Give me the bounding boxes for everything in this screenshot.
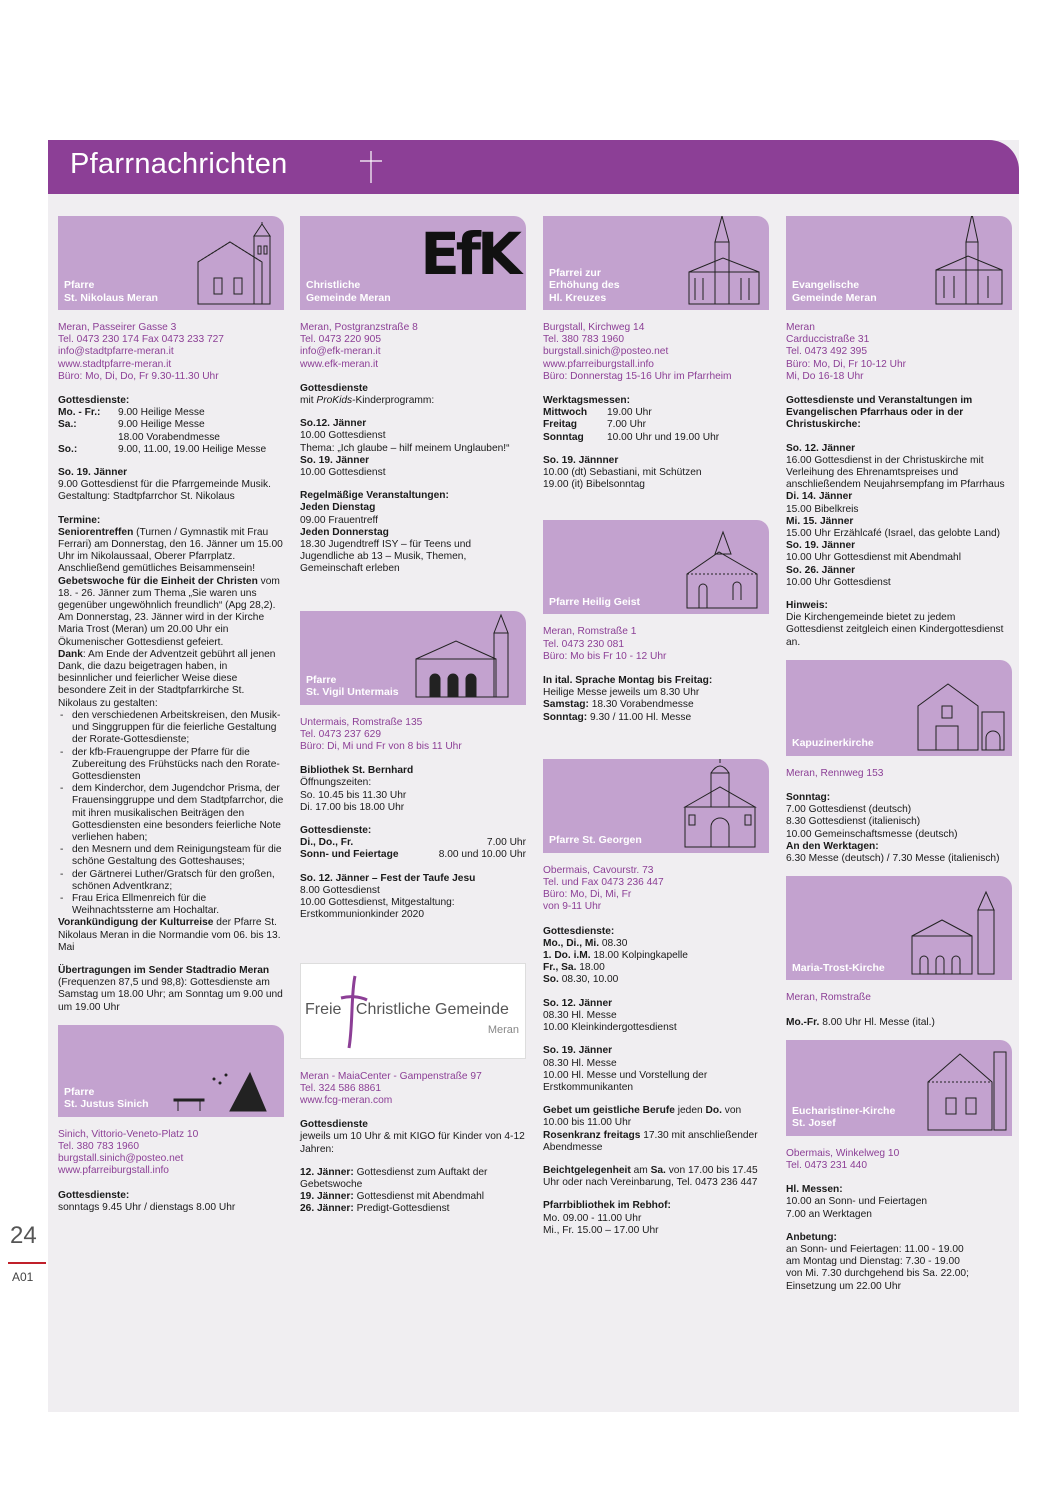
radio-text: (Frequenzen 87,5 und 98,8): Gottesdienste am Samstag um 18.00 Uhr; am Sonntag um 9.00 und um 19.00 Uhr	[58, 977, 283, 1013]
card-title-line: Erhöhung des	[549, 279, 620, 291]
service-time: 8.00 und 10.00 Uhr	[438, 849, 526, 861]
term-title: Sa.	[650, 1164, 666, 1176]
address: Meran, Passeirer Gasse 3	[58, 322, 177, 333]
term-text: vom 18. - 26. Jänner zum Thema „Sie waren uns gegenüber ungewöhnlich freundlich“ (Apg 28,2). Am Donnerstag, 23. Jänner wird in der Kirche Maria Trost (Meran) um 20.00 Uhr ein Ökumenischer Gottesdienst gefeiert.	[58, 575, 280, 648]
event-text: 19.00 (it) Bibelsonntag	[543, 479, 645, 491]
card-st-justus	[58, 1025, 284, 1117]
email-link[interactable]: info@stadtpfarre-meran.it	[58, 346, 174, 358]
service-day: Mittwoch	[543, 407, 588, 419]
service-day: Mo., Di., Mi.	[543, 937, 600, 949]
library-text: Mo. 09.00 - 11.00 Uhr	[543, 1212, 642, 1224]
service-text: 8.00 Uhr Hl. Messe (ital.)	[819, 1016, 935, 1028]
event-text: 10.00 (dt) Sebastiani, mit Schützen	[543, 467, 702, 479]
website-link[interactable]: www.fcg-meran.com	[300, 1094, 393, 1106]
event-date: So. 12. Jänner	[543, 997, 613, 1009]
phone: Tel. 324 586 8861	[300, 1082, 382, 1094]
term-title: Seniorentreffen	[58, 526, 134, 538]
address: Meran, Postgranzstraße 8	[300, 322, 418, 333]
office-hours: Büro: Mo, Di, Fr 10-12 Uhr	[786, 358, 907, 370]
section-heading: Hinweis:	[786, 600, 828, 612]
church-illustration	[932, 216, 1008, 306]
service-text: an Sonn- und Feiertagen: 11.00 - 19.00	[786, 1243, 964, 1255]
event-text: 8.00 Gottesdienst	[300, 884, 380, 896]
radio-section	[58, 965, 284, 1014]
contact-block	[543, 626, 769, 663]
card-title-line: Eucharistiner-Kirche	[792, 1104, 896, 1117]
website-link[interactable]: www.efk-meran.it	[300, 358, 379, 370]
service-day: Fr., Sa.	[543, 962, 577, 974]
service-day: 1. Do. i.M.	[543, 950, 591, 962]
service-text: 7.00 Gottesdienst (deutsch)	[786, 804, 912, 816]
term-title: Gebetswoche für die Einheit der Christen	[58, 575, 258, 587]
column-4	[786, 216, 1012, 1304]
section-heading: Hl. Messen:	[786, 1184, 843, 1196]
note-text: Die Kirchengemeinde bietet zu jedem Gottesdienst zeitgleich einen Kindergottesdienst an.	[786, 612, 1004, 648]
service-day	[58, 432, 118, 444]
phone: Tel. 380 783 1960	[58, 1140, 140, 1152]
section-heading: Werktagsmessen:	[543, 395, 631, 407]
event-date: So. 12. Jänner – Fest der Taufe Jesu	[300, 872, 476, 884]
list-item: - der kfb-Frauengruppe der Pfarre für die Zubereitung des Frühstücks nach den Rorate-Gottesdiensten	[58, 747, 284, 784]
confession-section	[543, 1165, 769, 1189]
event-text: Gottesdienst mit Abendmahl	[353, 1191, 485, 1203]
card-title-line: Hl. Kreuzes	[549, 291, 607, 304]
logo-text: Freie	[305, 1000, 342, 1018]
event-text: 10.00 Gottesdienst	[300, 430, 386, 442]
email-link[interactable]: info@efk-meran.it	[300, 346, 381, 358]
page-number: 24	[10, 1222, 37, 1249]
address: Burgstall, Kirchweg 14	[543, 322, 645, 333]
phone: Tel. 0473 230 174 Fax 0473 233 727	[58, 334, 224, 346]
term-title: Gebet um geistliche Berufe	[543, 1105, 675, 1117]
contact-block	[786, 992, 1012, 1004]
service-day: Mo.-Fr.	[786, 1016, 820, 1028]
services-section	[300, 825, 526, 862]
fcg-logo	[300, 963, 526, 1059]
event-date: So. 19. Jänner	[58, 467, 128, 479]
term-text: (Turnen / Gymnastik mit Frau Ferrari) am Donnerstag, den 16. Jänner um 15.00 Uhr im Nikolaussaal, Oberer Pfarrplatz. Anschließend gemütliches Beisammensein!	[58, 526, 283, 575]
address: Meran, Rennweg 153	[786, 767, 884, 779]
section-heading: Bibliothek St. Bernhard	[300, 765, 414, 777]
services-section	[58, 395, 284, 456]
service-day: So.:	[58, 443, 78, 455]
regular-events-section	[300, 490, 526, 575]
service-day: Sonntag	[543, 431, 584, 443]
section-heading: Gottesdienste und Veranstaltungen im Evangelischen Pfarrhaus oder in der Christuskirche:	[786, 395, 973, 431]
note-section	[786, 600, 1012, 649]
section-heading: Gottesdienste:	[300, 825, 372, 837]
cross-logo-icon	[339, 974, 369, 1050]
library-section	[543, 1200, 769, 1237]
event-date: Mi. 15. Jänner	[786, 515, 854, 527]
contact-block	[300, 322, 526, 371]
contact-block	[58, 322, 284, 383]
library-text: Öffnungszeiten:	[300, 777, 372, 789]
term-text: der Pfarre St. Nikolaus Meran in die Normandie vom 06. bis 13. Mai	[58, 917, 281, 953]
office-hours: Büro: Donnerstag 15-16 Uhr im Pfarrheim	[543, 370, 732, 382]
card-title-line: Maria-Trost-Kirche	[792, 961, 885, 974]
event-text: 18.30 Jugendtreff ISY – für Teens und Jugendliche ab 13 – Musik, Themen, Gemeinschaft erleben	[300, 539, 472, 575]
event-text: 16.00 Gottesdienst in der Christuskirche mit Verleihung des Ehrenamtspreises und anschließendem Neujahrsempfang im Pfarrhaus	[786, 454, 1005, 491]
prayer-section	[543, 1105, 769, 1154]
card-evangelisch	[786, 216, 1012, 310]
email-link[interactable]: burgstall.sinich@posteo.net	[58, 1153, 184, 1165]
card-st-nikolaus	[58, 216, 284, 310]
section-header	[48, 140, 1019, 194]
event-text: 10.00 Kleinkindergottesdienst	[543, 1022, 677, 1034]
library-text: Mi., Fr. 15.00 – 17.00 Uhr	[543, 1224, 659, 1236]
contact-block	[300, 1071, 526, 1108]
service-time: 18.00	[576, 962, 605, 974]
section-heading: Gottesdienste	[300, 1119, 368, 1131]
card-title-line: Pfarrei zur	[549, 266, 601, 279]
event-text: Thema: „Ich glaube – hilf meinem Unglauben!“	[300, 442, 510, 454]
city: Meran	[786, 322, 815, 333]
term-text: jeden	[674, 1105, 706, 1117]
cross-icon	[358, 150, 384, 184]
address: Meran - MaiaCenter - Gampenstraße 97	[300, 1070, 482, 1082]
card-eucharistiner	[786, 1040, 1012, 1136]
section-heading: Gottesdienste:	[543, 925, 615, 937]
section-heading: Gottesdienste:	[58, 1189, 130, 1201]
phone: Tel. 0473 230 081	[543, 638, 625, 650]
term-text: von 17.00 bis 17.45 Uhr oder nach Vereinbarung, Tel. 0473 236 447	[543, 1164, 758, 1189]
term-text: von 10.00 bis 11.00 Uhr	[543, 1105, 742, 1129]
weekday-masses-section	[543, 395, 769, 444]
card-title-line: Evangelische	[792, 279, 860, 291]
section-heading: Anbetung:	[786, 1231, 837, 1243]
column-2	[300, 216, 526, 1227]
event-date: So. 19. Jänner	[543, 1045, 613, 1057]
event-text: Predigt-Gottesdienst	[353, 1203, 450, 1215]
event-section	[543, 455, 769, 492]
event-text: 10.00 Hl. Messe und Vorstellung der Erstkommunikanten	[543, 1069, 708, 1093]
term-text: : Am Ende der Adventzeit gebührt all jenen Dank, die dazu beigetragen haben, in besinnlicher und feierlicher Weise diese besondere Zeit in der Stadtpfarrkirche St. Nikolaus zu gestalten:	[58, 648, 276, 709]
card-maria-trost	[786, 876, 1012, 980]
section-heading: Gottesdienste	[300, 382, 368, 394]
event-text: 10.00 Uhr Gottesdienst	[786, 576, 891, 588]
website-link[interactable]: www.pfarreiburgstall.info	[543, 358, 654, 370]
email-link[interactable]: burgstall.sinich@posteo.net	[543, 346, 669, 358]
service-text: jeweils um 10 Uhr & mit KIGO für Kinder von 4-12 Jahren:	[300, 1131, 525, 1155]
address: Obermais, Cavourstr. 73	[543, 864, 654, 876]
service-text: 6.30 Messe (deutsch) / 7.30 Messe (italienisch)	[786, 853, 1000, 865]
term-title: Dank	[58, 648, 83, 660]
event-text: 08.30 Hl. Messe	[543, 1009, 617, 1021]
service-text: am Montag und Dienstag: 7.30 - 19.00	[786, 1256, 960, 1268]
card-title-line: St. Josef	[792, 1117, 836, 1130]
service-text: -Kinderprogramm:	[352, 395, 435, 407]
office-hours: Büro: Di, Mi und Fr von 8 bis 11 Uhr	[300, 741, 462, 753]
service-time: 7.00 Uhr	[607, 419, 647, 431]
services-section	[786, 792, 1012, 865]
section-heading: Sonntag:	[786, 792, 831, 804]
logo-subtext: Meran	[487, 1023, 519, 1036]
event-list	[786, 443, 1012, 589]
service-time: 10.00 Uhr und 19.00 Uhr	[607, 431, 720, 443]
service-text: mit	[300, 395, 317, 407]
page-title: Pfarrnachrichten	[70, 148, 288, 180]
termine-section	[58, 515, 284, 954]
event-text: 08.30 Hl. Messe	[543, 1057, 617, 1069]
logo-text: Christliche Gemeinde	[355, 1000, 509, 1018]
card-st-vigil	[300, 611, 526, 705]
card-hl-kreuz	[543, 216, 769, 310]
event-section	[58, 467, 284, 504]
card-kapuzinerkirche	[786, 660, 1012, 756]
card-title-line: Pfarre Heilig Geist	[549, 595, 641, 608]
service-day: Samstag:	[543, 699, 589, 711]
service-time: 08.30	[599, 937, 628, 949]
card-title-line: Pfarre	[64, 1085, 95, 1098]
service-text: 10.00 Gemeinschaftsmesse (deutsch)	[786, 828, 958, 840]
section-heading: Termine:	[58, 514, 101, 526]
service-text: Einsetzung um 22.00 Uhr	[786, 1280, 901, 1292]
contact-block	[300, 717, 526, 754]
service-day: So.	[543, 974, 559, 986]
term-title: Rosenkranz freitags	[543, 1129, 641, 1141]
service-time: 18.00 Kolpingkapelle	[590, 950, 688, 962]
event-date: So.12. Jänner	[300, 418, 367, 430]
service-text: sonntags 9.45 Uhr / dienstags 8.00 Uhr	[58, 1201, 236, 1213]
event-date: 26. Jänner:	[300, 1203, 354, 1215]
card-title-line: Gemeinde Meran	[792, 291, 877, 304]
list-item: - der Gärtnerei Luther/Gratsch für den großen, schönen Adventkranz;	[58, 869, 284, 893]
card-heilig-geist	[543, 520, 769, 614]
event-list	[300, 1167, 526, 1216]
event-text: Gottesdienst zum Auftakt der Gebetswoche	[300, 1166, 488, 1190]
service-day: Sa.:	[58, 419, 77, 431]
term-text: 17.30 mit anschließender Abendmesse	[543, 1129, 758, 1153]
list-item: - den verschiedenen Arbeitskreisen, den Musik- und Singgruppen für die feierliche Gestaltung der Rorate-Gottesdienste;	[58, 710, 284, 747]
section-heading: In ital. Sprache Montag bis Freitag:	[543, 675, 713, 687]
office-hours: von 9-11 Uhr	[543, 901, 602, 913]
section-heading: An den Werktagen:	[786, 840, 879, 852]
event-text: 10.00 Gottesdienst, Mitgestaltung: Erstkommunionkinder 2020	[300, 897, 455, 921]
service-time: 7.00 Uhr	[486, 837, 526, 849]
service-day: Sonn- und Feiertage	[300, 849, 399, 861]
event-text: 15.00 Uhr Erzählcafé (Israel, das gelobte Land)	[786, 528, 1001, 540]
page-number-rule	[8, 1262, 46, 1264]
services-section	[543, 926, 769, 987]
service-text: Heilige Messe jeweils um 8.30 Uhr	[543, 687, 700, 699]
office-hours: Büro: Mo bis Fr 10 - 12 Uhr	[543, 650, 667, 662]
phone: Tel. 0473 237 629	[300, 728, 382, 740]
service-day: Mo. - Fr.:	[58, 407, 101, 419]
service-day: Sonntag:	[543, 711, 588, 723]
service-text: von Mi. 7.30 durchgehend bis Sa. 22.00;	[786, 1268, 969, 1280]
address: Sinich, Vittorio-Veneto-Platz 10	[58, 1128, 199, 1140]
service-time: 9.00, 11.00, 19.00 Heilige Messe	[118, 443, 267, 455]
contact-block	[543, 865, 769, 914]
intro-section	[786, 395, 1012, 432]
event-date: So. 19. Jänner	[300, 454, 370, 466]
card-efk	[300, 216, 526, 310]
term-title: Do.	[705, 1105, 722, 1117]
phone: Tel. 0473 492 395	[786, 346, 868, 358]
event-date: So. 19. Jännner	[543, 454, 619, 466]
service-time: 9.00 Heilige Messe	[118, 407, 205, 419]
event-date: So. 19. Jänner	[786, 540, 856, 552]
address: Obermais, Winkelweg 10	[786, 1147, 900, 1159]
service-text: 7.00 an Werktagen	[786, 1208, 872, 1220]
thanks-list	[58, 710, 284, 917]
list-item: - dem Kinderchor, dem Jugendchor Prisma, der Frauensinggruppe und dem Stadtpfarrchor, die mit ihren musikalischen Beiträgen den Gottesdiensten eine besonders feierliche Note verliehen haben;	[58, 783, 284, 844]
page-code: A01	[12, 1270, 34, 1284]
event-date: Jeden Dienstag	[300, 502, 376, 514]
service-text: 9.30 / 11.00 Hl. Messe	[587, 711, 692, 723]
office-hours: Mi, Do 16-18 Uhr	[786, 370, 864, 382]
event-section	[300, 873, 526, 922]
contact-block	[543, 322, 769, 383]
address: Carduccistraße 31	[786, 334, 870, 346]
event-text: 9.00 Gottesdienst für die Pfarrgemeinde Musik. Gestaltung: Stadtpfarrchor St. Nikolaus	[58, 479, 271, 503]
service-time: 19.00 Uhr	[607, 407, 652, 419]
card-title-line: Pfarre	[64, 279, 95, 291]
website-link[interactable]: www.stadtpfarre-meran.it	[58, 358, 172, 370]
library-section	[300, 765, 526, 814]
efk-logo: EfK	[420, 220, 518, 288]
term-title: Beichtgelegenheit	[543, 1164, 631, 1176]
list-item: - den Mesnern und dem Reinigungsteam für die schöne Gestaltung des Gotteshauses;	[58, 844, 284, 868]
radio-title: Übertragungen im Sender Stadtradio Meran	[58, 964, 270, 976]
event-date: So. 26. Jänner	[786, 564, 856, 576]
italian-masses-section	[543, 675, 769, 724]
event-date: 19. Jänner:	[300, 1191, 354, 1203]
card-title-line: Christliche	[306, 279, 361, 291]
card-title-line: St. Nikolaus Meran	[64, 291, 158, 304]
event-text: 10.00 Uhr Gottesdienst mit Abendmahl	[786, 552, 961, 564]
column-3	[543, 216, 769, 1248]
event-date: Di. 14. Jänner	[786, 491, 853, 503]
address: Meran, Romstraße	[786, 992, 871, 1004]
event-date: 12. Jänner:	[300, 1166, 354, 1178]
service-text: 18.30 Vorabendmesse	[588, 699, 694, 711]
service-text: 10.00 an Sonn- und Feiertagen	[786, 1196, 928, 1208]
contact-block	[786, 768, 1012, 780]
services-section	[58, 1190, 284, 1214]
phone: Tel. und Fax 0473 236 447	[543, 877, 664, 889]
office-hours: Büro: Mo, Di, Do, Fr 9.30-11.30 Uhr	[58, 370, 219, 382]
event-text: 10.00 Gottesdienst	[300, 467, 386, 479]
website-link[interactable]: www.pfarreiburgstall.info	[58, 1165, 169, 1177]
card-title-line: St. Justus Sinich	[64, 1098, 149, 1111]
contact-block	[58, 1129, 284, 1178]
term-text: am	[630, 1164, 651, 1176]
library-text: Di. 17.00 bis 18.00 Uhr	[300, 801, 405, 813]
service-time: 08.30, 10.00	[558, 974, 619, 986]
card-title-line: Gemeinde Meran	[306, 291, 391, 304]
phone: Tel. 380 783 1960	[543, 334, 625, 346]
service-text: 8.30 Gottesdienst (italienisch)	[786, 816, 921, 828]
column-1	[58, 216, 284, 1225]
card-st-georgen	[543, 759, 769, 853]
event-section	[543, 998, 769, 1035]
services-section	[786, 1017, 1012, 1029]
services-section	[300, 1119, 526, 1156]
prokids-label: ProKids	[316, 395, 353, 407]
list-item: - Frau Erica Ellmenreich für die Weihnachtssterne am Hochaltar.	[58, 893, 284, 917]
phone: Tel. 0473 231 440	[786, 1159, 868, 1171]
phone: Tel. 0473 220 905	[300, 334, 382, 346]
section-heading: Pfarrbibliothek im Rebhof:	[543, 1200, 671, 1212]
services-section	[786, 1184, 1012, 1221]
event-text: 15.00 Bibelkreis	[786, 503, 859, 515]
card-title-line: Pfarre St. Georgen	[549, 834, 642, 847]
section-heading: Regelmäßige Veranstaltungen:	[300, 490, 449, 502]
service-day: Di., Do., Fr.	[300, 837, 354, 849]
service-time: 18.00 Vorabendmesse	[118, 431, 220, 443]
address: Untermais, Romstraße 135	[300, 716, 423, 728]
term-title: Vorankündigung der Kulturreise	[58, 917, 214, 929]
section-heading: Gottesdienste:	[58, 395, 130, 407]
service-time: 9.00 Heilige Messe	[118, 419, 205, 431]
card-title-line: Kapuzinerkirche	[792, 737, 874, 750]
contact-block	[786, 1148, 1012, 1172]
event-section	[543, 1045, 769, 1094]
adoration-section	[786, 1232, 1012, 1293]
address: Meran, Romstraße 1	[543, 626, 637, 638]
event-date: Jeden Donnerstag	[300, 526, 389, 538]
card-title-line: St. Vigil Untermais	[306, 686, 399, 699]
office-hours: Büro: Mo, Di, Mi, Fr	[543, 889, 632, 901]
library-text: So. 10.45 bis 11.30 Uhr	[300, 789, 407, 801]
card-title-line: Pfarre	[306, 673, 337, 686]
contact-block	[786, 322, 1012, 383]
event-date: So. 12. Jänner	[786, 442, 856, 454]
service-day: Freitag	[543, 419, 577, 431]
event-section	[300, 418, 526, 479]
event-text: 09.00 Frauentreff	[300, 514, 378, 526]
services-section	[300, 383, 526, 407]
